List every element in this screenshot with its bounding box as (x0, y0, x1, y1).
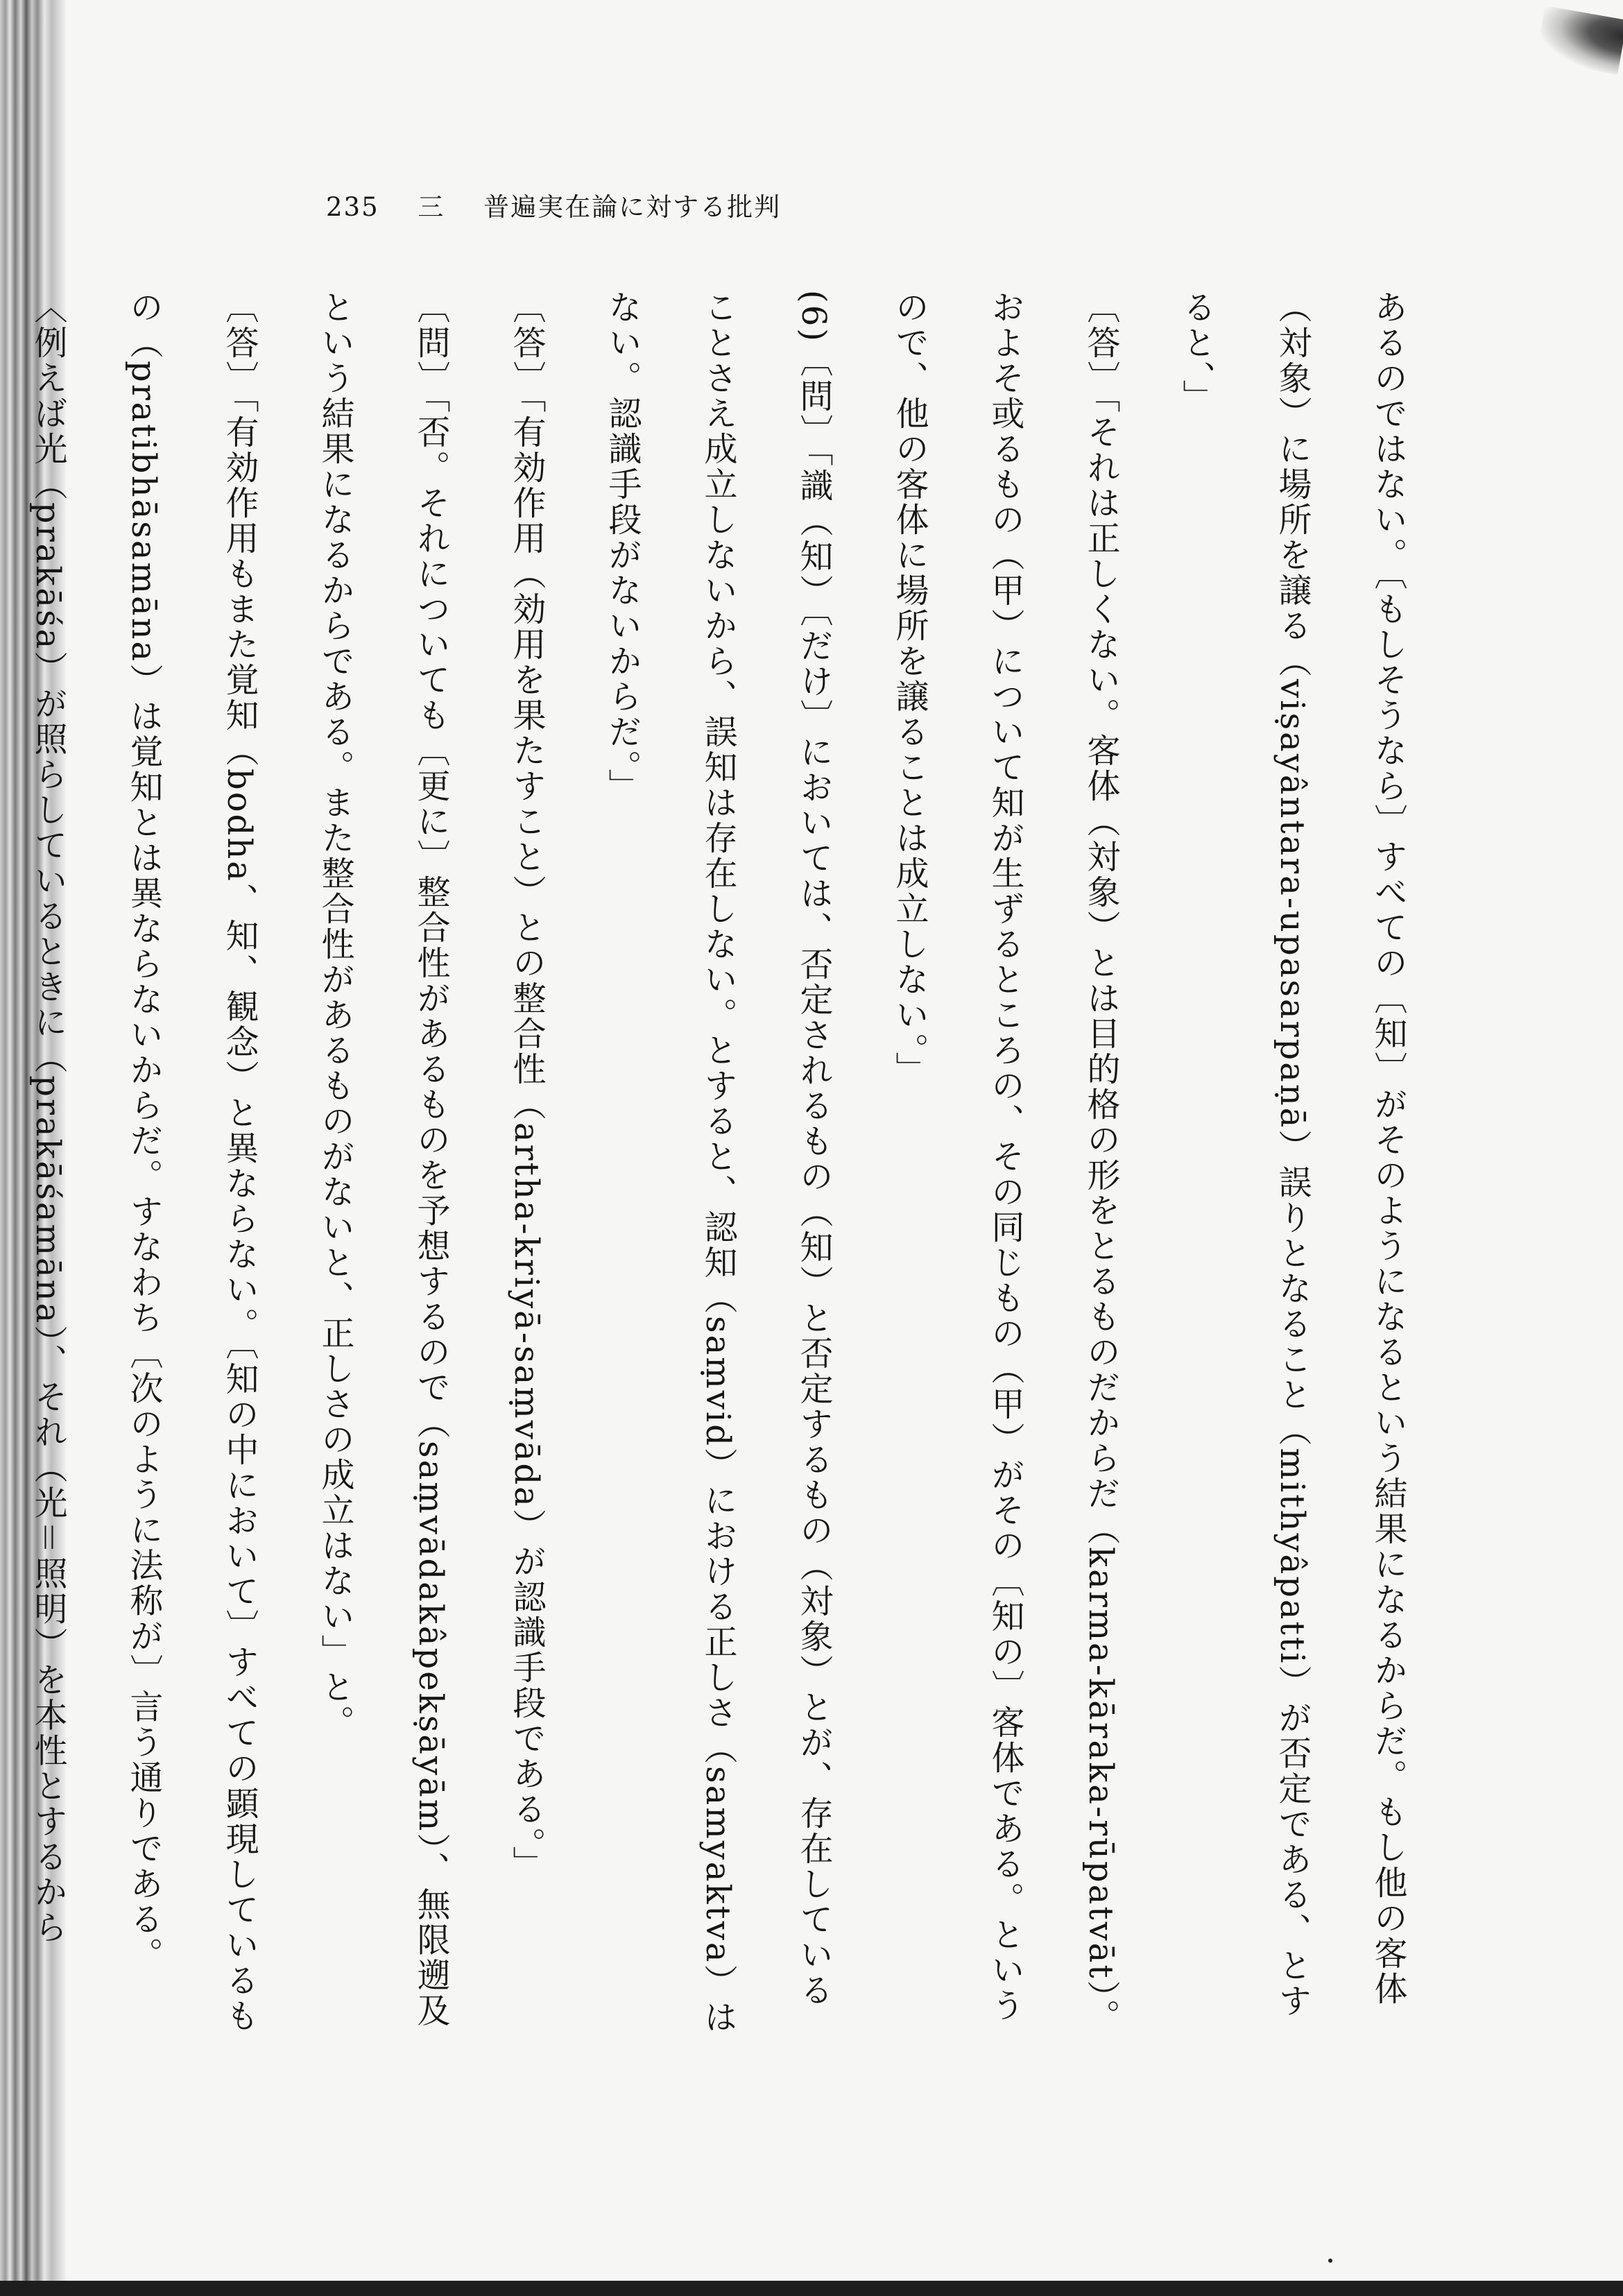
page-number: 235 (326, 192, 379, 222)
paragraph: (6)〔問〕「識（知）〔だけ〕においては、否定されるもの（知）と否定するもの（対象）とが、存在していることさえ成立しないから、誤知は存在しない。とすると、認知（saṃvid）における正しさ（samyaktva）はない。認識手段がないからだ。」 (603, 290, 833, 2035)
paragraph: 〔問〕「否。それについても〔更に〕整合性があるものを予想するので（saṃvādakâpekṣāyām）、無限遡及という結果になるからである。また整合性があるものがないと、正しさの成立はない」と。 (316, 290, 450, 2029)
paragraph: 〔答〕「それは正しくない。客体（対象）とは目的格の形をとるものだからだ（karma-kāraka-rūpatvāt）。およそ或るもの（甲）について知が生ずるところの、その同じもの（甲）がその〔知の〕客体である。というので、他の客体に場所を譲ることは成立しない。」 (890, 290, 1120, 2034)
scan-speck (1328, 2259, 1332, 2263)
scan-bottom-edge (0, 2281, 1623, 2296)
running-head (326, 186, 810, 228)
scan-smudge (1536, 6, 1623, 75)
paragraph: 〔答〕「有効作用（効用を果たすこと）との整合性（artha-kriyā-saṃvāda）が認識手段である。」 (507, 290, 546, 1881)
section-number: 三 (418, 192, 445, 222)
body-text (0, 290, 1436, 2038)
paragraph: あるのではない。〔もしそうなら〕すべての〔知〕がそのようになるという結果になるからだ。もし他の客体（対象）に場所を譲る（viṣayântara-upasarpaṇā）誤りとなること（mithyâpatti）が否定である、とすると、」 (1177, 290, 1407, 2019)
paragraph: 〔答〕「有効作用もまた覚知（bodha、知、観念）と異ならない。〔知の中において〕すべての顕現しているもの（pratibhāsamāna）は覚知とは異ならないからだ。すなわち〔次のように法称が〕言う通りである。 (124, 290, 259, 2034)
paragraph: 〈例えば光（prakāśa）が照らしているときに（prakāśamāna）、それ（光＝照明）を本性とするから (28, 290, 67, 1946)
section-title: 普遍実在論に対する批判 (483, 192, 782, 222)
